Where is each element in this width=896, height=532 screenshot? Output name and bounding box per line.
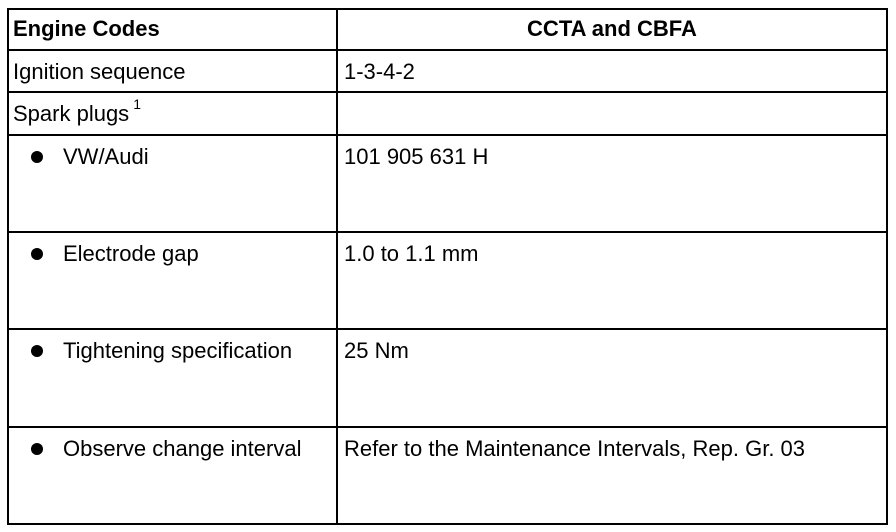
- header-engine-codes: Engine Codes: [8, 9, 337, 50]
- header-engine-code-values: CCTA and CBFA: [337, 9, 887, 50]
- ignition-sequence-value: 1-3-4-2: [344, 58, 415, 84]
- tightening-spec-label: Tightening specification: [63, 338, 293, 364]
- table-row-ignition: [8, 50, 887, 93]
- bullet-icon: [31, 443, 43, 455]
- bullet-icon: [31, 151, 43, 163]
- engine-spec-table: [7, 8, 888, 525]
- electrode-gap-label: Electrode gap: [63, 241, 199, 267]
- spark-plugs-value: [338, 93, 886, 101]
- table-row-tightening: [8, 329, 887, 426]
- change-interval-value: Refer to the Maintenance Intervals, Rep. Gr. 03: [344, 435, 806, 461]
- change-interval-label: Observe change interval: [63, 435, 302, 461]
- bullet-icon: [31, 248, 43, 260]
- vw-audi-part-number: 101 905 631 H: [344, 143, 489, 169]
- table-row-electrode-gap: [8, 232, 887, 329]
- spark-plugs-label: Spark plugs: [13, 101, 130, 127]
- table-header-row: [8, 9, 887, 50]
- table-row-change-interval: [8, 427, 887, 524]
- spark-plugs-label-wrap: [9, 93, 336, 127]
- tightening-spec-value: 25 Nm: [344, 338, 409, 364]
- electrode-gap-value: 1.0 to 1.1 mm: [344, 241, 479, 267]
- bullet-icon: [31, 345, 43, 357]
- table-row-spark-plugs: [8, 92, 887, 135]
- ignition-sequence-label: Ignition sequence: [13, 58, 186, 84]
- vw-audi-label: VW/Audi: [63, 143, 149, 169]
- table-row-vw-audi: [8, 135, 887, 232]
- spark-plugs-footnote: 1: [133, 95, 141, 112]
